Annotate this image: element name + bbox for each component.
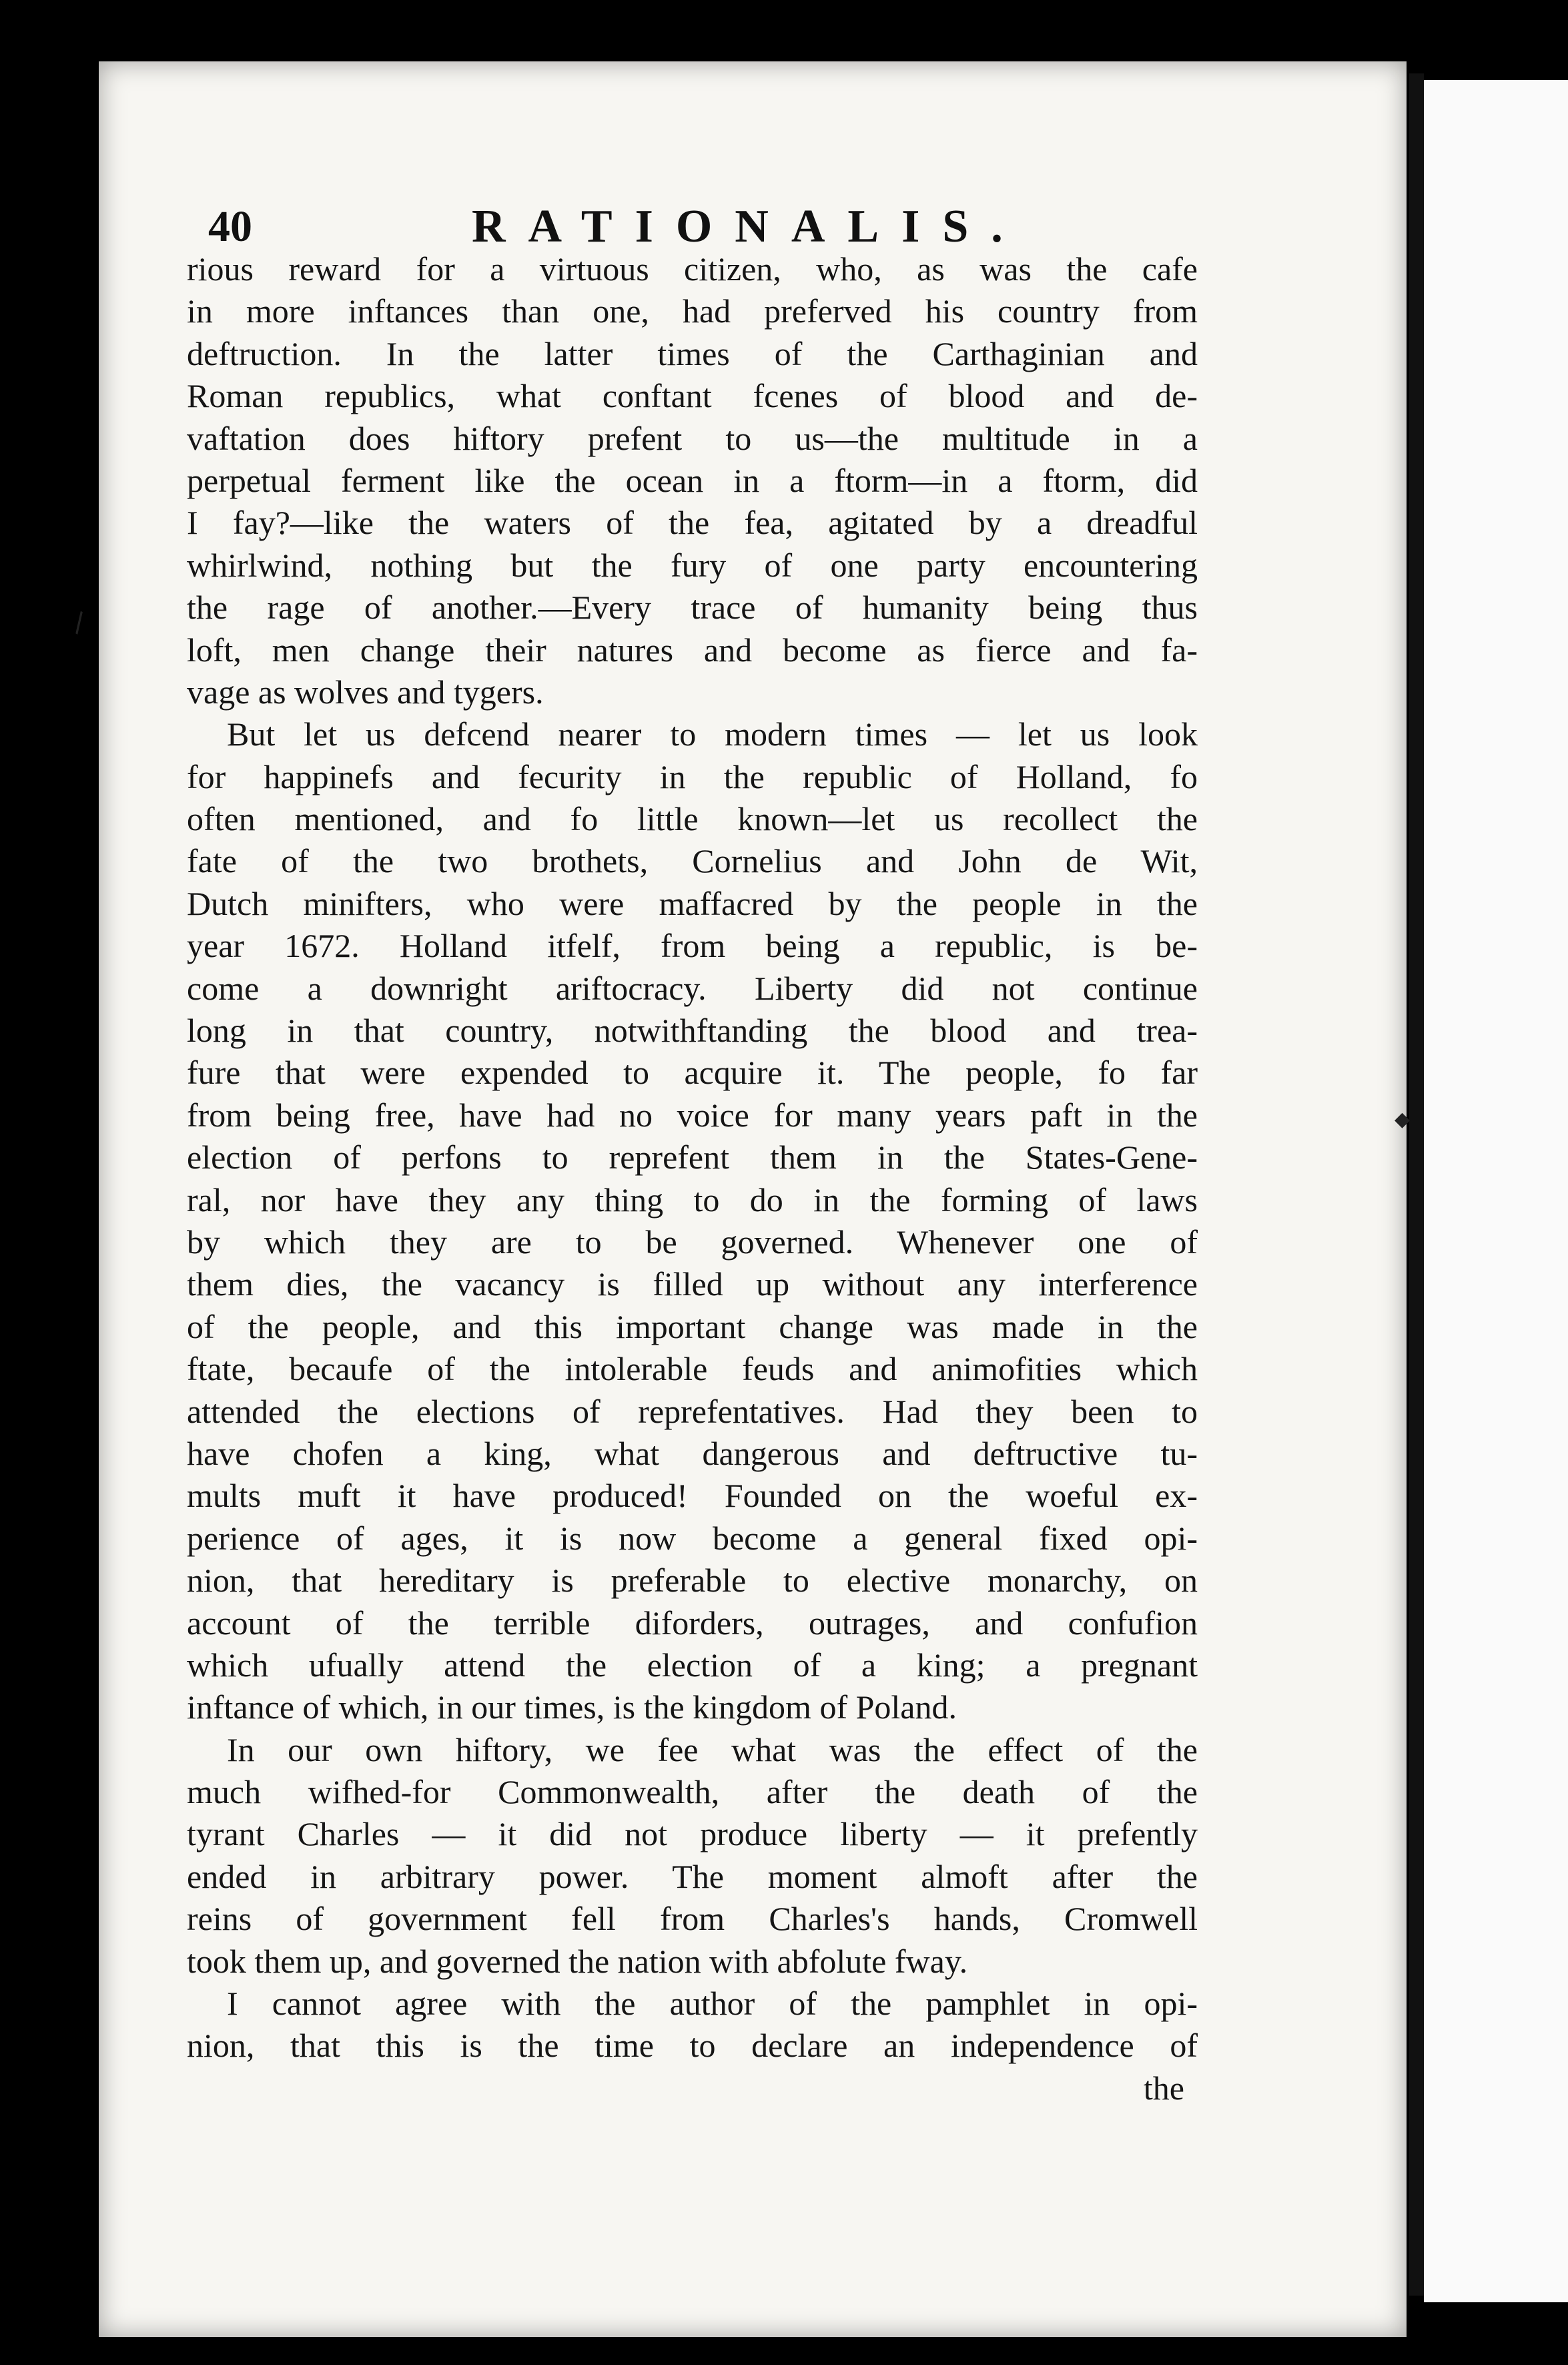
text-line: tyrant Charles — it did not produce liberty — it prefently: [187, 1815, 1198, 1853]
text-line: much wifhed-for Commonwealth, after the death of the: [187, 1773, 1198, 1811]
text-line: Dutch minifters, who were maffacred by the people in the: [187, 884, 1198, 922]
text-line: for happinefs and fecurity in the republic of Holland, fo: [187, 757, 1198, 795]
text-line: fure that were expended to acquire it. The people, fo far: [187, 1054, 1198, 1092]
text-line: ended in arbitrary power. The moment almoft after the: [187, 1857, 1198, 1895]
text-line: mults muft it have produced! Founded on the woeful ex-: [187, 1477, 1198, 1515]
text-line: But let us defcend nearer to modern times — let us look: [227, 715, 1198, 753]
text-line: rious reward for a virtuous citizen, who, as was the cafe: [187, 250, 1198, 288]
text-line: account of the terrible diforders, outrages, and confufion: [187, 1604, 1198, 1642]
text-line: Roman republics, what conftant fcenes of blood and de-: [187, 377, 1198, 415]
text-line: have chofen a king, what dangerous and deftructive tu-: [187, 1434, 1198, 1472]
margin-mark-right: ◆: [1395, 1108, 1411, 1131]
page-number: 40: [208, 202, 252, 251]
page-gutter: [1409, 73, 1424, 2296]
text-line: come a downright ariftocracy. Liberty did not continue: [187, 969, 1198, 1007]
text-line: I fay?—like the waters of the fea, agitated by a dreadful: [187, 504, 1198, 542]
text-line: fate of the two brothets, Cornelius and John de Wit,: [187, 842, 1198, 880]
text-line: vage as wolves and tygers.: [187, 673, 544, 711]
text-line: ral, nor have they any thing to do in the forming of laws: [187, 1180, 1198, 1219]
text-line: the rage of another.—Every trace of humanity being thus: [187, 589, 1198, 627]
text-line: long in that country, notwithftanding the blood and trea-: [187, 1012, 1198, 1050]
body-text: [187, 248, 1198, 2109]
text-line: attended the elections of reprefentatives. Had they been to: [187, 1392, 1198, 1430]
text-line: In our own hiftory, we fee what was the effect of the: [227, 1730, 1198, 1768]
text-line: which ufually attend the election of a king; a pregnant: [187, 1646, 1198, 1684]
text-line: nion, that hereditary is preferable to elective monarchy, on: [187, 1562, 1198, 1600]
text-line: year 1672. Holland itfelf, from being a republic, is be-: [187, 927, 1198, 965]
text-line: often mentioned, and fo little known—let us recollect the: [187, 800, 1198, 838]
text-line: I cannot agree with the author of the pamphlet in opi-: [227, 1985, 1198, 2023]
catchword: the: [1143, 2069, 1184, 2107]
text-line: perience of ages, it is now become a general fixed opi-: [187, 1519, 1198, 1557]
text-line: inftance of which, in our times, is the kingdom of Poland.: [187, 1688, 957, 1726]
text-line: deftruction. In the latter times of the Carthaginian and: [187, 334, 1198, 372]
text-line: of the people, and this important change was made in the: [187, 1307, 1198, 1345]
text-line: ftate, becaufe of the intolerable feuds and animofities which: [187, 1350, 1198, 1388]
text-line: loft, men change their natures and become as fierce and fa-: [187, 631, 1198, 669]
text-line: nion, that this is the time to declare an independence of: [187, 2027, 1198, 2065]
text-line: from being free, have had no voice for many years paft in the: [187, 1096, 1198, 1134]
text-line: whirlwind, nothing but the fury of one party encountering: [187, 546, 1198, 584]
margin-mark-left: \: [67, 607, 91, 639]
text-line: by which they are to be governed. Whenever one of: [187, 1223, 1198, 1261]
text-line: them dies, the vacancy is filled up without any interference: [187, 1265, 1198, 1303]
text-line: vaftation does hiftory prefent to us—the multitude in a: [187, 419, 1198, 457]
text-line: in more inftances than one, had preferved his country from: [187, 292, 1198, 330]
text-line: election of perfons to reprefent them in the States-Gene-: [187, 1138, 1198, 1176]
running-title: RATIONALIS.: [472, 201, 1026, 252]
text-line: reins of government fell from Charles's hands, Cromwell: [187, 1900, 1198, 1938]
text-line: perpetual ferment like the ocean in a ftorm—in a ftorm, did: [187, 461, 1198, 499]
text-line: took them up, and governed the nation with abfolute fway.: [187, 1942, 968, 1980]
facing-page-edge: [1424, 80, 1568, 2302]
